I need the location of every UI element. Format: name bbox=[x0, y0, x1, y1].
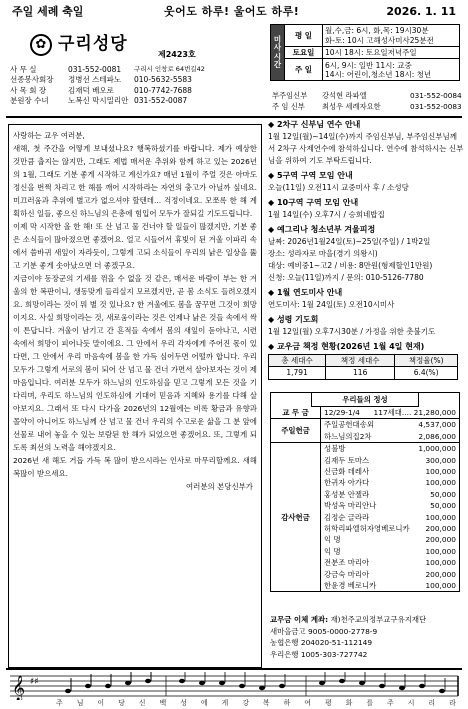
account-label: 교무금 이체 계좌: bbox=[270, 615, 329, 624]
notice bbox=[268, 315, 464, 338]
parish-header bbox=[8, 26, 270, 106]
notice-body: 날짜: 2026년1월24일(토)~25일(주일) / 1박2일 장소: 성라자로 마을(경기 의왕시) 대상: 예비중1~고2 / 비용: 8만원(형제할인1만원) 신청: 오늘(11일)까지 / 문의: 010-5126-7780 bbox=[268, 237, 433, 282]
notice-body: 연도미사: 1월 24일(토) 오전10시미사 bbox=[268, 300, 395, 309]
lyric-syllable: 라 bbox=[449, 699, 456, 707]
lyric-syllable: 시 bbox=[407, 699, 415, 707]
contact-name: 노복신 막시밀리안 bbox=[68, 96, 129, 106]
stat-value: 1,791 bbox=[269, 367, 326, 379]
offering-item bbox=[321, 523, 459, 534]
notice bbox=[268, 288, 464, 311]
lyric-syllable: 화 bbox=[345, 699, 353, 707]
offering-amount: 2,086,000 bbox=[418, 431, 456, 441]
offering-item bbox=[321, 557, 459, 568]
contact-row bbox=[10, 85, 272, 96]
mass-day: 주 일 bbox=[285, 59, 323, 81]
offering-amount: 100,000 bbox=[425, 558, 456, 568]
letter-paragraph: 지금이야 동장군의 기세를 꺾을 수 없을 것 같은, 매서운 바람이 부는 한 겨울의 한 복판이니, 생동맞게 들리실지 모르겠지만, 곧 봄 소식도 들려오겠지요. 희망이라는 것이 뭐 별 것 있나요? 한 겨울에도 봄을 꿈꾸면 그것이 희망이지요. 사실 희망이라는 것, 새로움이라는 것은 언제나 낡은 것들 속에서 싹이 튼답니다. 겨울이 남기고 간 흔적들 속에서 봄의 새잎이 돋아나고, 시련 속에서 희망이 피어나듯 말이에요. 그 안에서 우리 각자에게 주어진 몫이 있다면, 그 안에서 우리 마음속에 봄을 한 가득 심어두면 어떨까 합니다. 우리 모두가 그렇게 서로의 봄이 되어 산 넘고 물 건너 가면서 살아보자는 것이 제 마음입니다. 여러분 모두가 하느님의 인도하심을 믿고 그렇게 모든 것을 기다리며, 우리도 하느님의 인도하심에 기대어 믿음과 지혜와 용기를 다해 살아보지요. 그래서 또 다시 다가올 2026년의 12월에는 비록 황금과 유향과 몰약이 아니어도 하느님께 산 넘고 물 건너 우리의 수고로운 삶을 그 분 앞에 선물로 내어 놓을 수 있는 보람된 한 해가 되었으면 좋겠어요. 또, 그렇게 되도록 최선의 노력을 해야겠지요. bbox=[13, 274, 257, 452]
offering-amount: 100,000 bbox=[425, 512, 456, 522]
staff-name: 최성우 세례자요한 bbox=[322, 101, 381, 111]
mass-times: 6시, 9시: 일반 11시: 교중 14시: 어린이,청소년 18시: 청년 bbox=[323, 59, 460, 81]
offering-category: 교 무 금 bbox=[271, 407, 321, 418]
offering-amount: 50,000 bbox=[430, 489, 456, 499]
lyric-syllable: 리 bbox=[428, 699, 436, 707]
offering-name: 신금화 데레사 bbox=[324, 467, 370, 477]
notice-title: ◆ 2차구 신부님 연수 안내 bbox=[268, 120, 361, 129]
letter-paragraph: 이제 막 시작한 올 한 해! 또 산 넘고 물 건너야 할 일들이 많겠지만, 기분 좋은 소식들이 많아졌으면 좋겠어요. 얼고 시들어서 휴빛이 된 겨울 이파리 속에서 씀바귀 새잎이 자라듯이, 그렇게 고되 소식들이 우리의 낡은 일상을 뚫고 기분 좋게 솟아났으면 더 좋겠구요. bbox=[13, 222, 257, 270]
contact-phone: 031-552-0087 bbox=[134, 96, 188, 106]
priest-contacts bbox=[272, 90, 462, 112]
lyric-syllable: 당 bbox=[118, 699, 125, 707]
offering-group bbox=[271, 419, 459, 443]
music-notation bbox=[6, 672, 462, 700]
pastor-letter bbox=[8, 124, 262, 668]
offering-name: 익 명 bbox=[324, 535, 341, 545]
notice-body: 1월 12일(월)~14일(수)까지 주임신부님, 부주임신부님께서 2차구 사제연수에 참석하십니다. 연수에 참석하시는 신부님을 위하여 기도 부탁드립니다. bbox=[268, 132, 464, 165]
contact-phone: 010-7742-7688 bbox=[134, 85, 192, 95]
lyric-syllable: 성 bbox=[180, 699, 187, 707]
offering-amount: 100,000 bbox=[425, 546, 456, 556]
contact-label: 사 목 회 장 bbox=[10, 85, 47, 95]
footer-divider bbox=[6, 668, 462, 670]
mass-times: 월,수,금: 6시, 화,목: 19시30분 화-토: 10시 고해성사미사25분전 bbox=[323, 25, 460, 47]
offering-group bbox=[271, 407, 459, 419]
staff-name: 강석현 라파엘 bbox=[322, 90, 367, 100]
offering-item bbox=[321, 580, 459, 591]
contact-name: 031-552-0081 bbox=[68, 64, 122, 74]
offering-amount: 200,000 bbox=[425, 569, 456, 579]
offering-name: 12/29-1/4 bbox=[324, 408, 360, 418]
account-line: 농협은행 204020-51-112149 bbox=[270, 638, 373, 647]
contact-label: 분원장 수녀 bbox=[10, 96, 49, 106]
notice-title: ◆ 예그리나 청소년부 겨울피정 bbox=[268, 225, 376, 234]
offering-amount: 200,000 bbox=[425, 535, 456, 545]
notice-title: ◆ 5구역 구역 모임 안내 bbox=[268, 171, 353, 180]
offering-item bbox=[321, 500, 459, 511]
letter-greeting: 사랑하는 교우 여러분, bbox=[13, 131, 85, 140]
offering-item bbox=[321, 455, 459, 466]
offering-amount: 200,000 bbox=[425, 523, 456, 533]
feast-title: 주일 세례 축일 bbox=[12, 5, 84, 18]
offering-group bbox=[271, 443, 459, 591]
lyric-syllable: 평 bbox=[324, 699, 332, 707]
contact-row bbox=[10, 75, 272, 86]
notice-title: ◆ 10구역 구역 모임 안내 bbox=[268, 198, 359, 207]
offering-name: 성불방 bbox=[324, 444, 346, 454]
issue-number: 제2423호 bbox=[158, 50, 196, 59]
contact-label: 선종봉사회장 bbox=[10, 75, 54, 85]
offering-name: 김재두 토마스 bbox=[324, 455, 370, 465]
staff-role: 주 임 신부 bbox=[272, 101, 305, 111]
offering-name: 한귀자 아가다 bbox=[324, 478, 370, 488]
account-line: 우리은행 1005-303-727742 bbox=[270, 649, 368, 659]
notice bbox=[268, 225, 464, 284]
offering-item bbox=[321, 489, 459, 500]
offering-amount: 300,000 bbox=[425, 455, 456, 465]
staff-role: 부주임신부 bbox=[272, 90, 308, 100]
top-bar bbox=[0, 0, 468, 22]
offering-name: 허학리파엘허자영베로니카 bbox=[324, 523, 410, 533]
offering-item bbox=[321, 431, 459, 442]
lyric-syllable: 를 bbox=[366, 699, 374, 707]
tithe-status bbox=[268, 342, 464, 380]
notice-body: 1월 14일(수) 오후7시 / 승희네밥집 bbox=[268, 210, 385, 219]
offering-category: 주일헌금 bbox=[271, 419, 321, 442]
offering-item bbox=[321, 443, 459, 454]
offering-name: 전분조 마리아 bbox=[324, 558, 370, 568]
music-staff bbox=[6, 672, 462, 709]
stat-header: 책정율(%) bbox=[395, 355, 458, 367]
lyric-syllable: 게 bbox=[221, 699, 229, 707]
sharp-icon: ♯♯ bbox=[30, 677, 39, 687]
notice-body: 1월 12일(월) 오후7시30분 / 가정을 위한 촛불기도 bbox=[268, 327, 436, 336]
stat-header: 책정 세대수 bbox=[326, 355, 395, 367]
lyric-syllable: 에 bbox=[200, 699, 208, 707]
staff-row bbox=[272, 101, 462, 112]
contact-label: 사 무 실 bbox=[10, 64, 37, 74]
account-holder: 재)천주교의정부교구유지재단 bbox=[330, 615, 427, 624]
contact-name: 김재덕 베오로 bbox=[68, 85, 114, 95]
treble-clef-icon: 𝄞 bbox=[12, 676, 26, 700]
staff-phone: 031-552-0083 bbox=[410, 101, 462, 111]
lyrics bbox=[56, 699, 456, 708]
offering-item bbox=[321, 466, 459, 477]
motto: 웃어도 하루! 울어도 하루! bbox=[164, 5, 300, 18]
staff-phone: 031-552-0084 bbox=[410, 90, 462, 100]
offering-item bbox=[321, 546, 459, 557]
staff-row bbox=[272, 90, 462, 101]
offering-item bbox=[321, 407, 459, 418]
lyric-syllable: 복 bbox=[262, 699, 270, 707]
offering-amount: 117세대.... 21,280,000 bbox=[373, 408, 456, 418]
bank-accounts bbox=[270, 614, 464, 660]
offering-item bbox=[321, 419, 459, 430]
offerings-box bbox=[270, 392, 460, 592]
notice-body: 오늘(11일) 오전11시 교중미사 후 / 소성당 bbox=[268, 183, 409, 192]
lyric-syllable: 백 bbox=[159, 699, 167, 707]
notice bbox=[268, 120, 464, 167]
mass-schedule-table bbox=[270, 24, 460, 81]
mass-side-label: 미사시간 bbox=[271, 25, 285, 81]
offering-name: 한윤경 베로니카 bbox=[324, 580, 377, 590]
offerings-title: 우리들의 정성 bbox=[311, 393, 419, 407]
lyric-syllable: 이 bbox=[97, 699, 105, 707]
offering-name: 박성옥 마리안나 bbox=[324, 501, 377, 511]
offering-amount: 1,000,000 bbox=[418, 444, 456, 454]
mass-times: 10시 18시: 토요일저녁주일 bbox=[323, 47, 460, 59]
offering-amount: 4,537,000 bbox=[418, 420, 456, 430]
offering-amount: 50,000 bbox=[430, 501, 456, 511]
offering-item bbox=[321, 568, 459, 579]
issue-date: 2026. 1. 11 bbox=[386, 5, 456, 18]
contact-row bbox=[10, 64, 272, 75]
tithe-status-table bbox=[268, 354, 458, 380]
contact-list bbox=[10, 64, 272, 106]
lyric-syllable: 님 bbox=[76, 699, 84, 707]
offering-item bbox=[321, 477, 459, 488]
letter-paragraph: 2026년 새 해도 거듭 가득 복 많이 받으시라는 인사로 마무리할께요. 새해 복많이 받으세요. bbox=[13, 456, 257, 478]
offering-category: 감사헌금 bbox=[271, 443, 321, 591]
notice-title: ◆ 성령 기도회 bbox=[268, 315, 319, 324]
lyric-syllable: 하 bbox=[283, 699, 291, 707]
offering-amount: 100,000 bbox=[425, 580, 456, 590]
tithe-status-title: ◆ 교우금 책정 현황(2026년 1월 4일 현재) bbox=[268, 342, 425, 351]
offering-name: 주일공헌대송외 bbox=[324, 420, 374, 430]
notice-title: ◆ 1월 연도미사 안내 bbox=[268, 288, 343, 297]
mass-day: 평 일 bbox=[285, 25, 323, 47]
offering-item bbox=[321, 534, 459, 545]
contact-phone: 010-5632-5583 bbox=[134, 75, 192, 85]
contact-address: 구리시 인창로 64번길42 bbox=[134, 65, 205, 74]
offering-amount: 100,000 bbox=[425, 467, 456, 477]
lyric-syllable: 강 bbox=[242, 699, 249, 707]
offering-item bbox=[321, 512, 459, 523]
lyric-syllable: 주 bbox=[56, 699, 63, 707]
offering-name: 하느님의집2차 bbox=[324, 431, 372, 441]
account-line bbox=[270, 614, 464, 626]
stat-header: 총 세대수 bbox=[269, 355, 326, 367]
stat-value: 116 bbox=[326, 367, 395, 379]
offering-name: 홍성분 안젤라 bbox=[324, 489, 370, 499]
offering-name: 강금숙 마리아 bbox=[324, 569, 370, 579]
letter-signature: 여러분의 본당신부가 bbox=[185, 482, 253, 491]
offering-amount: 100,000 bbox=[425, 478, 456, 488]
offering-name: 익 명 bbox=[324, 546, 341, 556]
notice bbox=[268, 171, 464, 194]
stat-value: 6.4(%) bbox=[395, 367, 458, 379]
mass-day: 토요일 bbox=[285, 47, 323, 59]
notices-column bbox=[268, 120, 464, 384]
parish-name: 구리성당 bbox=[58, 34, 128, 54]
notice bbox=[268, 198, 464, 221]
parish-logo-icon: ✿ bbox=[30, 34, 52, 56]
contact-name: 정병선 스테파노 bbox=[68, 75, 122, 85]
lyric-syllable: 신 bbox=[138, 699, 146, 707]
letter-paragraph: 새해, 첫 주간을 어떻게 보내셨나요? 행복하셨기를 바랍니다. 제가 예상한 것만큼 춥지는 않지만, 그래도 제법 매서운 추위와 함께 하고 있는 2026년의 1월, 그래도 기분 좋게 시작하고 계신가요? 매년 1월이 주얼 것은 아마도 정신을 번쩍 차리고 한 해를 깨어 시작하라는 자연의 충고가 아닐까 싶네요. 미끄러움과 추위에 별고가 없으셔야 할텐데... 걱정이네요. 모쪼록 한 해 계획하신 일들, 좋으신 하느님의 은총에 힘입어 모두가 잘되길 기도드립니다. bbox=[13, 144, 257, 218]
offering-name: 김정순 글라라 bbox=[324, 512, 370, 522]
header-divider bbox=[6, 116, 462, 118]
lyric-syllable: 여 bbox=[304, 699, 312, 707]
account-line: 새마을금고 9005-0000-2778-9 bbox=[270, 626, 378, 636]
contact-row bbox=[10, 96, 272, 107]
lyric-syllable: 주 bbox=[387, 699, 394, 707]
